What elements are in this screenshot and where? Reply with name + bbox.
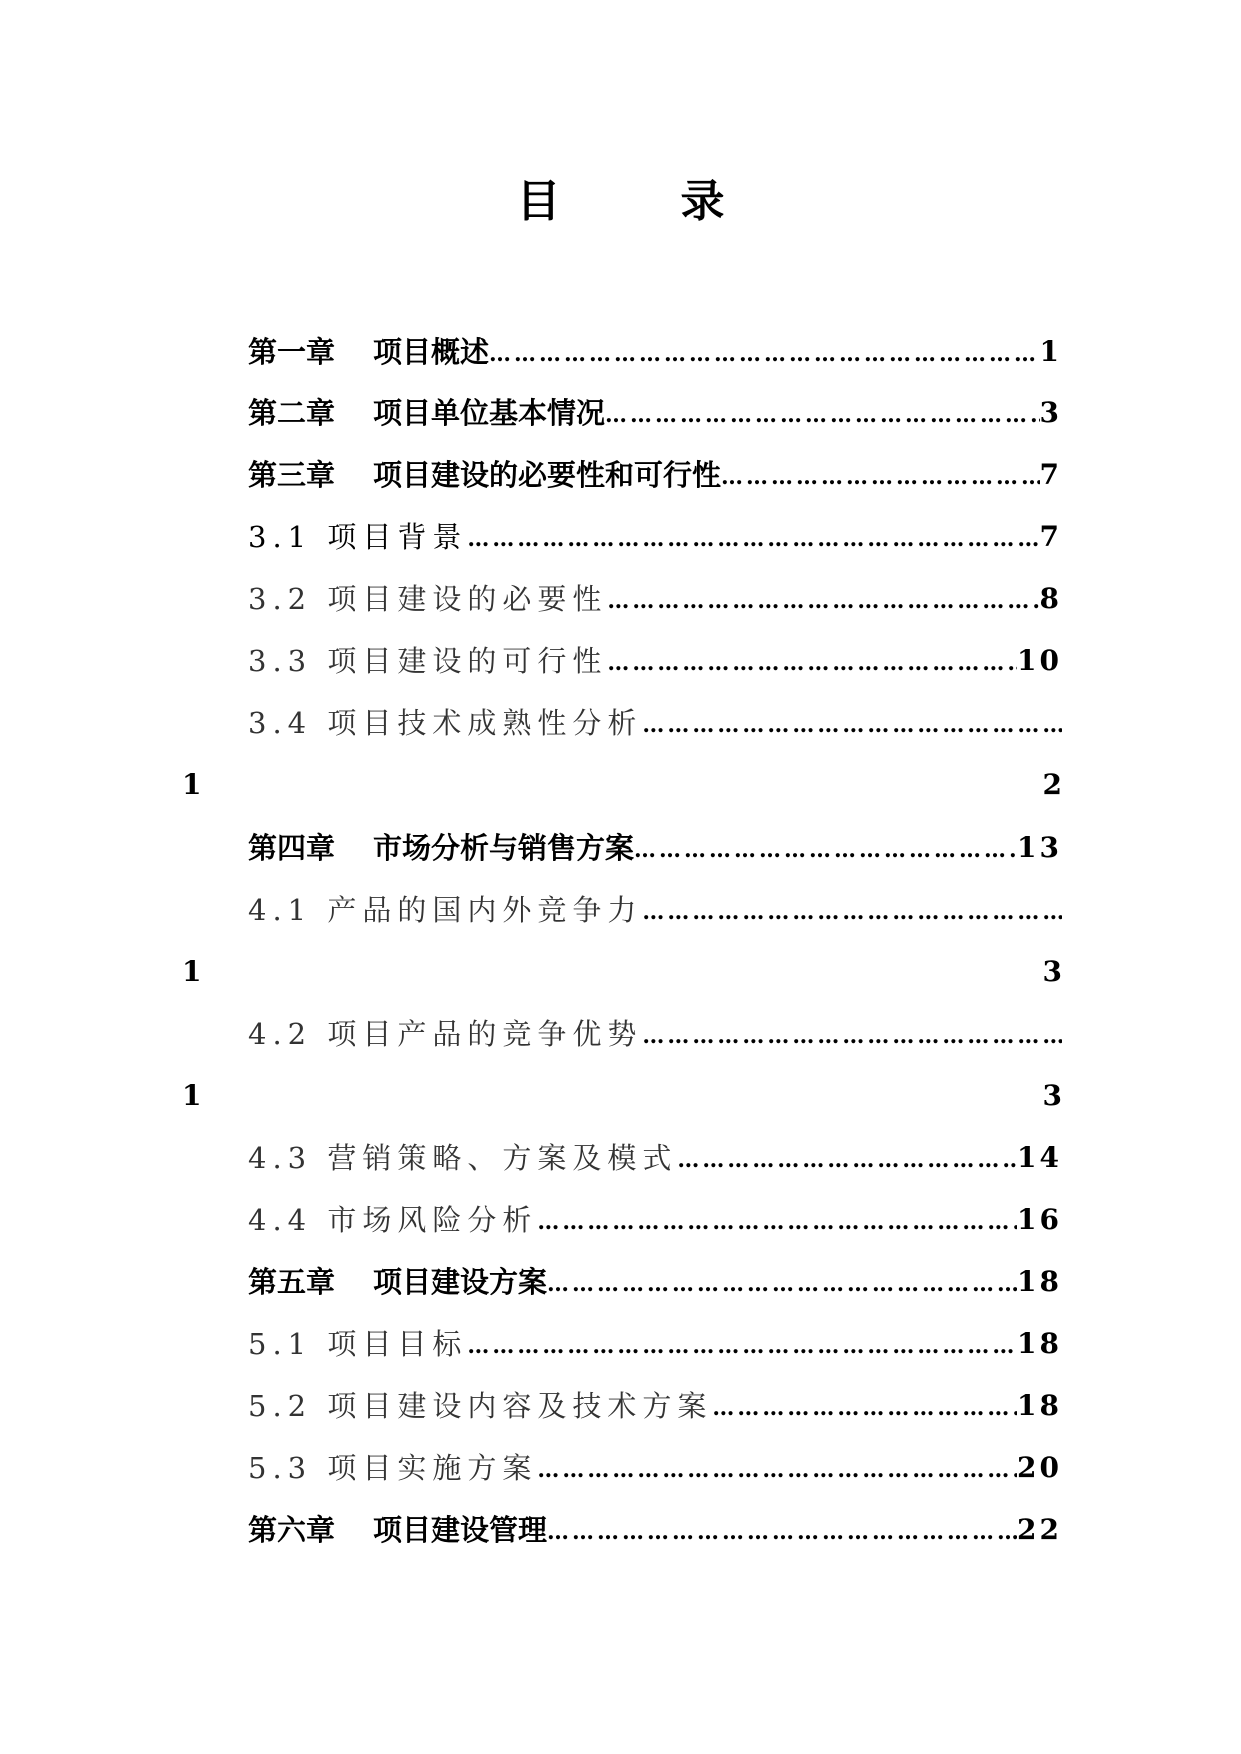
leader-dots bbox=[605, 399, 1039, 433]
toc-entry-page: 18 bbox=[1017, 1327, 1062, 1360]
toc-entry-chapter-6[interactable] bbox=[248, 1510, 1062, 1550]
toc-entry-page: 8 bbox=[1039, 582, 1062, 615]
toc-entry-label: 3.1 项目背景 bbox=[248, 520, 468, 554]
toc-entry-section-5-1[interactable] bbox=[248, 1324, 1062, 1364]
toc-entry-page: 18 bbox=[1017, 1389, 1062, 1422]
toc-entry-label: 第一章 项目概述 bbox=[248, 335, 490, 369]
toc-entry-page: 16 bbox=[1017, 1203, 1062, 1236]
toc-entry-page: 22 bbox=[1017, 1513, 1062, 1546]
leader-dots bbox=[467, 523, 1039, 557]
toc-entry-label: 5.2 项目建设内容及技术方案 bbox=[248, 1389, 713, 1423]
toc-entry-label: 第五章 项目建设方案 bbox=[248, 1265, 548, 1299]
leader-dots bbox=[537, 1454, 1017, 1488]
leader-dots bbox=[467, 1330, 1017, 1364]
toc-entry-label: 4.1 产品的国内外竞争力 bbox=[248, 893, 643, 927]
toc-wrap-right: 2 bbox=[1042, 768, 1062, 801]
leader-dots bbox=[634, 834, 1017, 868]
toc-entry-label: 3.4 项目技术成熟性分析 bbox=[248, 706, 643, 740]
leader-dots bbox=[489, 338, 1039, 372]
toc-entry-label: 4.4 市场风险分析 bbox=[248, 1203, 538, 1237]
leader-dots bbox=[537, 1206, 1017, 1240]
toc-entry-chapter-5[interactable] bbox=[248, 1262, 1062, 1302]
toc-entry-page-wrap bbox=[182, 765, 1062, 805]
toc-wrap-left: 1 bbox=[182, 1079, 202, 1112]
title-char-1: 目 bbox=[516, 176, 561, 227]
toc-entry-page: 18 bbox=[1017, 1265, 1062, 1298]
leader-dots bbox=[642, 1020, 1062, 1054]
leader-dots bbox=[547, 1516, 1017, 1550]
toc-entry-label: 3.3 项目建设的可行性 bbox=[248, 644, 608, 678]
toc-entry-page: 14 bbox=[1017, 1141, 1062, 1174]
toc-entry-label: 第四章 市场分析与销售方案 bbox=[248, 831, 635, 865]
toc-entry-page-wrap bbox=[182, 952, 1062, 992]
toc-wrap-left: 1 bbox=[182, 955, 202, 988]
toc-wrap-right: 3 bbox=[1042, 955, 1062, 988]
toc-entry-page: 1 bbox=[1039, 335, 1062, 368]
leader-dots bbox=[642, 709, 1062, 743]
toc-entry-label: 第三章 项目建设的必要性和可行性 bbox=[248, 458, 722, 492]
leader-dots bbox=[642, 896, 1062, 930]
toc-entry-label: 4.2 项目产品的竞争优势 bbox=[248, 1017, 643, 1051]
toc-entry-section-4-3[interactable] bbox=[248, 1138, 1062, 1178]
toc-entry-section-3-4[interactable] bbox=[248, 703, 1062, 743]
leader-dots bbox=[607, 585, 1039, 619]
toc-entry-section-5-3[interactable] bbox=[248, 1448, 1062, 1488]
toc-entry-section-4-1[interactable] bbox=[248, 890, 1062, 930]
toc-entry-page-wrap bbox=[182, 1076, 1062, 1116]
toc-entry-label: 5.1 项目目标 bbox=[248, 1327, 468, 1361]
toc-entry-section-3-1[interactable] bbox=[248, 517, 1062, 557]
toc-entry-page: 10 bbox=[1017, 644, 1062, 677]
toc-entry-section-5-2[interactable] bbox=[248, 1386, 1062, 1426]
leader-dots bbox=[607, 647, 1017, 681]
title-char-2: 录 bbox=[680, 176, 725, 227]
toc-entry-chapter-1[interactable] bbox=[248, 332, 1062, 372]
leader-dots bbox=[547, 1268, 1017, 1302]
toc-entry-section-3-3[interactable] bbox=[248, 641, 1062, 681]
toc-entry-label: 3.2 项目建设的必要性 bbox=[248, 582, 608, 616]
page-title bbox=[0, 165, 1241, 229]
toc-entry-chapter-3[interactable] bbox=[248, 455, 1062, 495]
leader-dots bbox=[721, 461, 1039, 495]
toc-entry-label: 5.3 项目实施方案 bbox=[248, 1451, 538, 1485]
toc-entry-chapter-2[interactable] bbox=[248, 393, 1062, 433]
toc-entry-label: 4.3 营销策略、方案及模式 bbox=[248, 1141, 678, 1175]
toc-entry-section-4-2[interactable] bbox=[248, 1014, 1062, 1054]
leader-dots bbox=[712, 1392, 1017, 1426]
toc-entry-page: 3 bbox=[1039, 396, 1062, 429]
toc-entry-page: 20 bbox=[1017, 1451, 1062, 1484]
toc-entry-section-3-2[interactable] bbox=[248, 579, 1062, 619]
toc-entry-page: 13 bbox=[1017, 831, 1062, 864]
toc-entry-label: 第六章 项目建设管理 bbox=[248, 1513, 548, 1547]
toc-entry-page: 7 bbox=[1039, 458, 1062, 491]
toc-entry-section-4-4[interactable] bbox=[248, 1200, 1062, 1240]
toc-entry-page: 7 bbox=[1039, 520, 1062, 553]
toc-entry-label: 第二章 项目单位基本情况 bbox=[248, 396, 606, 430]
leader-dots bbox=[677, 1144, 1017, 1178]
toc-entry-chapter-4[interactable] bbox=[248, 828, 1062, 868]
toc-wrap-left: 1 bbox=[182, 768, 202, 801]
toc-wrap-right: 3 bbox=[1042, 1079, 1062, 1112]
